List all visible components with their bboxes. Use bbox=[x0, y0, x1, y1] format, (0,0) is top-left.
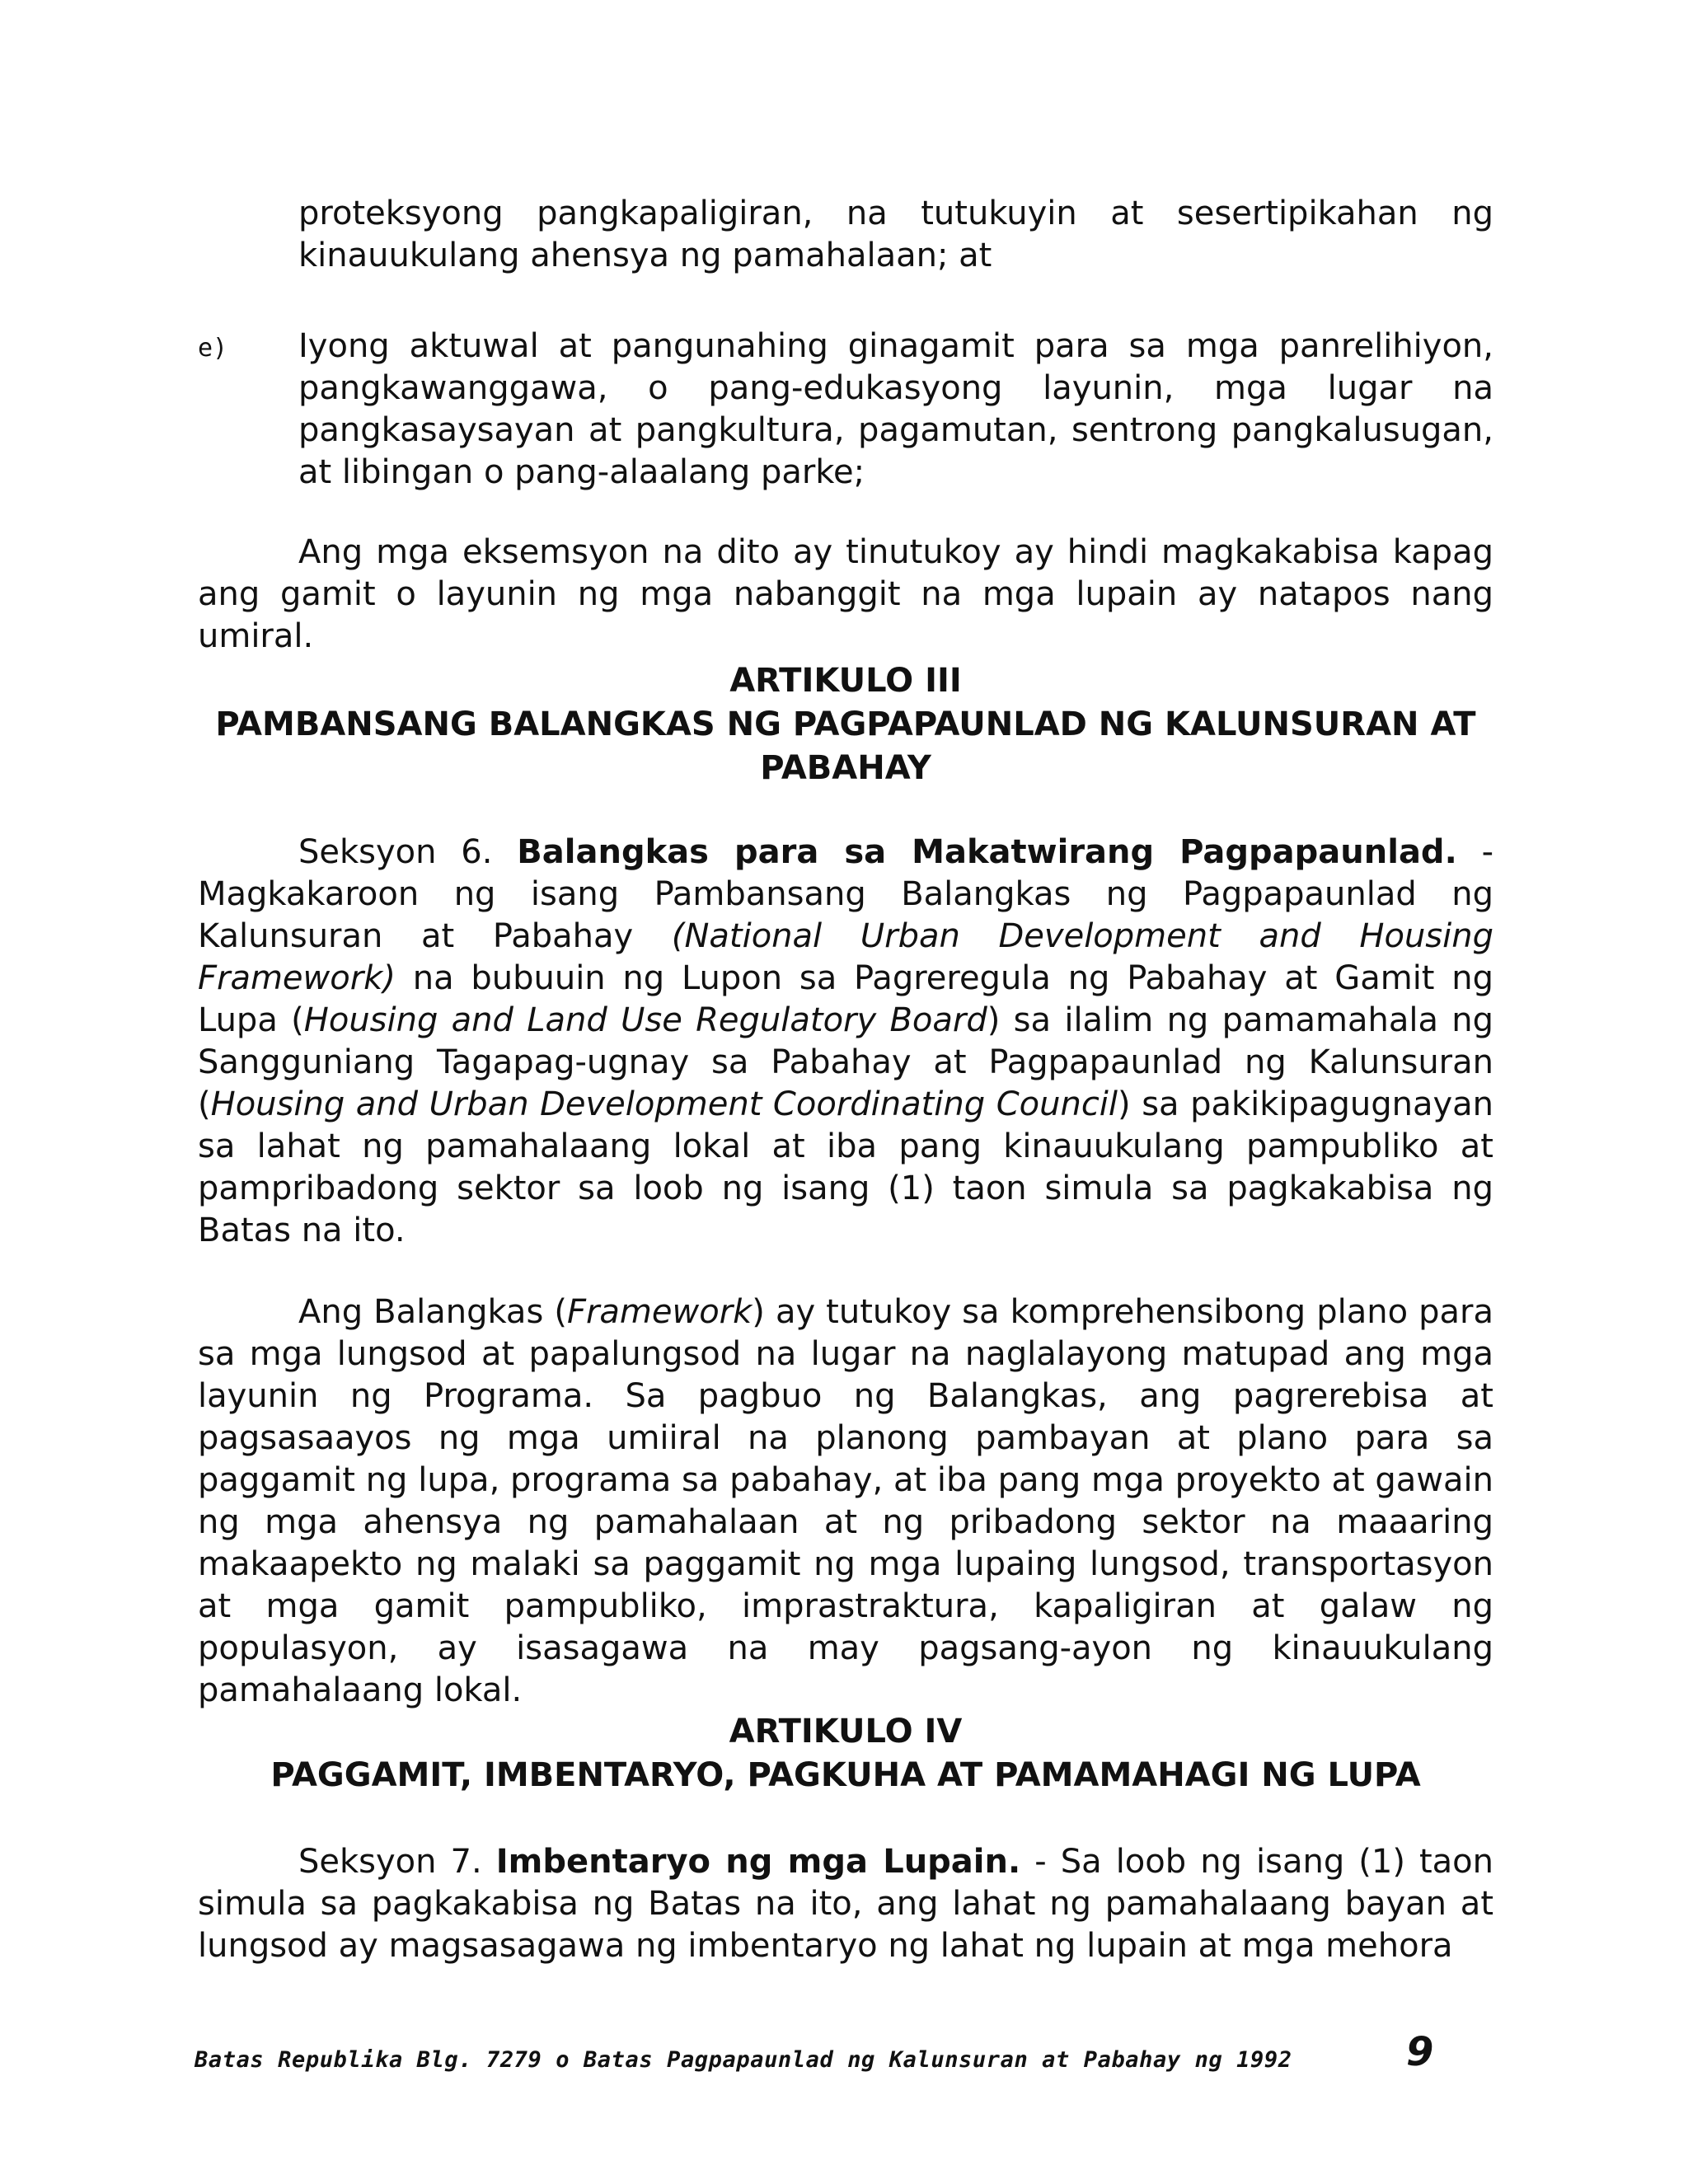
article-4-number: ARTIKULO IV bbox=[729, 1713, 963, 1750]
section-7-paragraph bbox=[198, 1841, 1493, 1967]
continuation-paragraph bbox=[298, 193, 1493, 277]
exemption-paragraph: Ang mga eksemsyon na dito ay tinutukoy ay hindi magkakabisa kapag ang gamit o layunin ng mga nabanggit na mga lupain ay natapos nang umiral. bbox=[198, 533, 1493, 655]
section-6-italic-1: (National Urban Development and Housing Framework) bbox=[198, 917, 1493, 997]
page-number: 9 bbox=[1406, 2029, 1434, 2075]
article-3-number: ARTIKULO III bbox=[729, 662, 962, 700]
section-6-label: Seksyon 6. bbox=[298, 833, 493, 871]
section-6-heading: Balangkas para sa Makatwirang Pagpapaunlad. bbox=[517, 833, 1457, 871]
section-6-text-2: na bubuuin ng Lupon sa Pagreregula ng Pabahay at Gamit ng Lupa ( bbox=[198, 959, 1493, 1039]
section-6-text-1: - Magkakaroon ng isang Pambansang Balangkas ng Pagpapaunlad ng Kalunsuran at Pabahay bbox=[198, 833, 1493, 955]
framework-paragraph bbox=[198, 1291, 1493, 1712]
list-marker: e) bbox=[198, 334, 228, 363]
section-7-label: Seksyon 7. bbox=[298, 1843, 482, 1881]
continuation-text: proteksyong pangkapaligiran, na tutukuyin at sesertipikahan ng kinauukulang ahensya ng pamahalaan; at bbox=[298, 194, 1493, 274]
list-item-text: Iyong aktuwal at pangunahing ginagamit para sa mga panrelihiyon, pangkawanggawa, o pang-edukasyong layunin, mga lugar na pangkasaysayan at pangkultura, pagamutan, sentrong pangkalusugan, at libingan o pang-alaalang parke; bbox=[298, 327, 1493, 491]
article-4-title: PAGGAMIT, IMBENTARYO, PAGKUHA AT PAMAMAHAGI NG LUPA bbox=[270, 1756, 1421, 1794]
framework-text-1: Ang Balangkas ( bbox=[298, 1293, 567, 1331]
framework-italic-1: Framework bbox=[566, 1293, 753, 1331]
page-footer bbox=[195, 2029, 1497, 2079]
section-6-paragraph bbox=[198, 832, 1493, 1252]
footer-title: Batas Republika Blg. 7279 o Batas Pagpapaunlad ng Kalunsuran at Pabahay ng 1992 bbox=[195, 2047, 1292, 2073]
section-6-text-4: ) sa pakikipagugnayan sa lahat ng pamahalaang lokal at iba pang kinauukulang pampubliko at pampribadong sektor sa loob ng isang (1) taon simula sa pagkakabisa ng Batas na ito. bbox=[198, 1085, 1494, 1249]
section-6-text-3: ) sa ilalim ng pamamahala ng Sangguniang Tagapag-ugnay sa Pabahay at Pagpapaunlad ng Kalunsuran ( bbox=[198, 1001, 1494, 1123]
article-3-heading bbox=[198, 659, 1493, 790]
article-3-title: PAMBANSANG BALANGKAS NG PAGPAPAUNLAD NG KALUNSURAN AT PABAHAY bbox=[215, 705, 1476, 787]
article-4-heading bbox=[198, 1710, 1493, 1797]
section-7-text: - Sa loob ng isang (1) taon simula sa pagkakabisa ng Batas na ito, ang lahat ng pamahalaang bayan at lungsod ay magsasagawa ng imbentaryo ng lahat ng lupain at mga mehora bbox=[198, 1843, 1494, 1965]
framework-text-2: ) ay tutukoy sa komprehensibong plano para sa mga lungsod at papalungsod na lugar na naglalayong matupad ang mga layunin ng Programa. Sa pagbuo ng Balangkas, ang pagrerebisa at pagsasaayos ng mga umiiral na planong pambayan at plano para sa paggamit ng lupa, programa sa pabahay, at iba pang mga proyekto at gawain ng mga ahensya ng pamahalaan at ng pribadong sektor na maaaring makaapekto ng malaki sa paggamit ng mga lupaing lungsod, transportasyon at mga gamit pampubliko, imprastraktura, kapaligiran at galaw ng populasyon, ay isasagawa na may pagsang-ayon ng kinauukulang pamahalaang lokal. bbox=[198, 1293, 1493, 1709]
section-6-italic-3: Housing and Urban Development Coordinating Council bbox=[210, 1085, 1118, 1123]
section-6-italic-2: Housing and Land Use Regulatory Board bbox=[303, 1001, 987, 1039]
section-7-heading: Imbentaryo ng mga Lupain. bbox=[495, 1843, 1021, 1881]
